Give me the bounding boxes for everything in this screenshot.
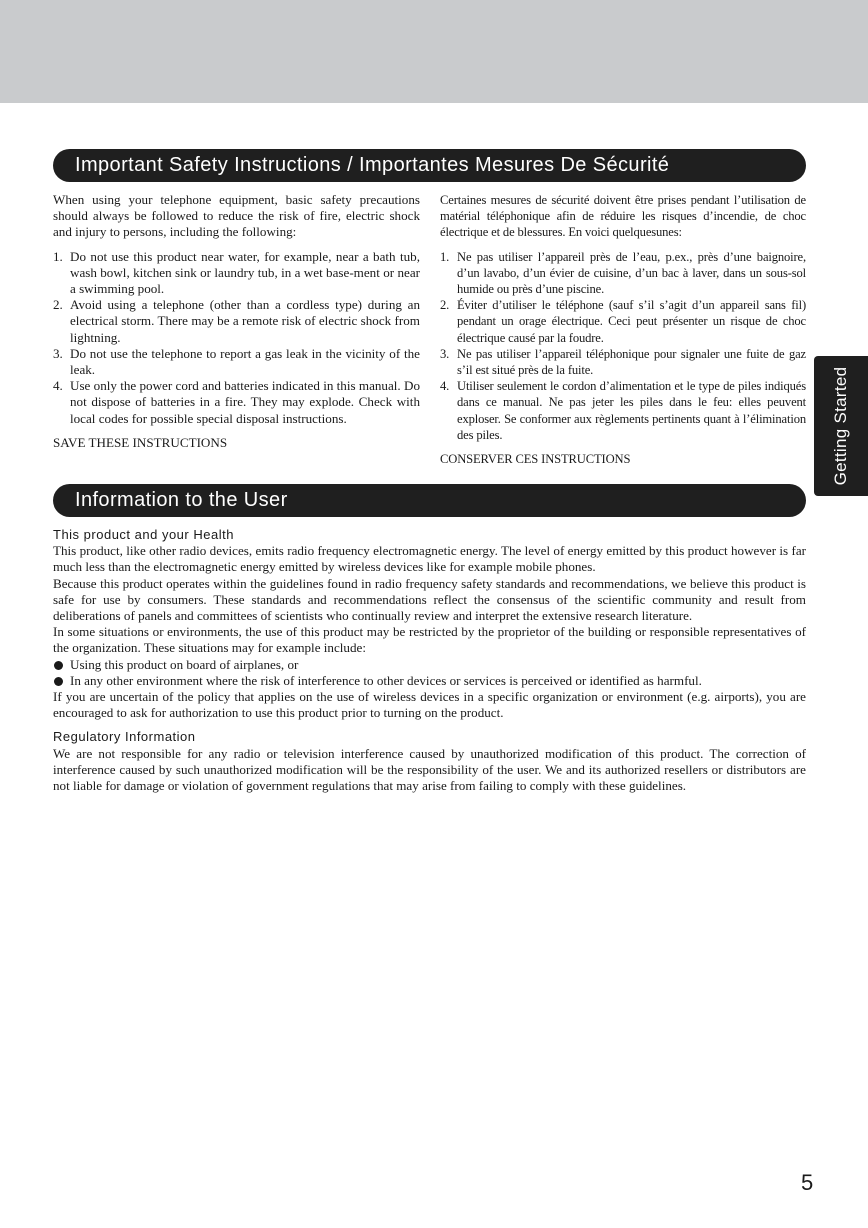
item-number: 4.	[53, 378, 63, 394]
bullet-icon	[54, 677, 63, 686]
item-text: Ne pas utiliser l’appareil téléphonique pour signaler une fuite de gaz s’il est situé près de la fuite.	[457, 346, 806, 378]
page-number: 5	[801, 1170, 814, 1195]
item-text: Utiliser seulement le cordon d’alimentation et le type de piles indiqués dans ce manual. Ne pas jeter les piles dans le feu: elles peuvent exploser. Se conformer aux règlements pertinents quant à l’élimination des piles.	[457, 379, 806, 442]
list-item	[53, 378, 420, 427]
item-text: Éviter d’utiliser le téléphone (sauf s’il s’agit d’un appareil sans fil) pendant un orage électrique. Ceci peut présenter un risque de choc électrique causé par la foudre.	[457, 298, 806, 345]
regulatory-paragraph: We are not responsible for any radio or television interference caused by unauthorized modification of this product. The correction of interference caused by such unauthorized modification will be the responsibility of the user. We and its authorized resellers or distributors are not liable for damage or violation of government regulations that may arise from failing to comply with these guidelines.	[53, 745, 806, 794]
health-subheading: This product and your Health	[53, 527, 234, 542]
item-text: Use only the power cord and batteries indicated in this manual. Do not dispose of batteries in a fire. They may explode. Check with local codes for possible special disposal instructions.	[70, 378, 420, 426]
item-number: 4.	[440, 379, 450, 394]
side-tab-label: Getting Started	[831, 366, 850, 486]
french-save-instructions: CONSERVER CES INSTRUCTIONS	[440, 452, 631, 467]
health-paragraph: This product, like other radio devices, emits radio frequency electromagnetic energy. The level of energy emitted by this product however is far much less than the electromagnetic energy emitted by wireless devices like for example mobile phones.	[53, 543, 806, 575]
item-number: 1.	[53, 248, 63, 264]
list-item	[53, 657, 806, 673]
health-paragraph: Because this product operates within the guidelines found in radio frequency safety standards and recommendations, we believe this product is safe for use by consumers. These standards and recommendations reflect the consensus of the scientific community and result from deliberations of panels and committees of scientists who continually review and interpret the extensive research literature.	[53, 575, 806, 624]
french-safety-list	[440, 249, 806, 443]
health-paragraph: If you are uncertain of the policy that applies on the use of wireless devices in a specific organization or environment (e.g. airports), you are encouraged to ask for authorization to use this product prior to turning on the product.	[53, 689, 806, 721]
bullet-text: Using this product on board of airplanes, or	[70, 656, 299, 672]
english-intro: When using your telephone equipment, basic safety precautions should always be followed to reduce the risk of fire, electric shock and injury to persons, including the following:	[53, 192, 420, 240]
list-item	[53, 249, 420, 298]
item-text: Avoid using a telephone (other than a cordless type) during an electrical storm. There may be a remote risk of electric shock from lightning.	[70, 297, 420, 345]
header-band	[0, 0, 868, 103]
french-intro: Certaines mesures de sécurité doivent être prises pendant l’utilisation de matérial téléphonique afin de réduire les risques d’incendie, de choc électrique et de blessures. En voici quelquesunes:	[440, 193, 806, 240]
item-number: 2.	[53, 297, 63, 313]
english-safety-column	[53, 192, 420, 451]
information-section-heading: Information to the User	[53, 484, 806, 517]
list-item	[440, 346, 806, 378]
english-safety-list	[53, 249, 420, 427]
bullet-text: In any other environment where the risk of interference to other devices or services is perceived or identified as harmful.	[70, 672, 702, 688]
getting-started-tab	[814, 356, 868, 496]
item-number: 1.	[440, 249, 450, 264]
list-item	[440, 249, 806, 298]
list-item	[53, 297, 420, 346]
item-number: 3.	[53, 345, 63, 361]
health-paragraph: In some situations or environments, the use of this product may be restricted by the proprietor of the building or responsible representatives of the organization. These situations may for example include:	[53, 624, 806, 656]
regulatory-subheading: Regulatory Information	[53, 729, 196, 745]
french-safety-column	[440, 192, 806, 467]
item-text: Do not use the telephone to report a gas leak in the vicinity of the leak.	[70, 345, 420, 378]
list-item	[53, 346, 420, 378]
information-body	[53, 527, 806, 794]
safety-section-heading: Important Safety Instructions / Importantes Mesures De Sécurité	[53, 149, 806, 182]
list-item	[53, 673, 806, 689]
english-save-instructions: SAVE THESE INSTRUCTIONS	[53, 434, 228, 450]
item-number: 3.	[440, 346, 450, 361]
bullet-icon	[54, 661, 63, 670]
item-text: Do not use this product near water, for example, near a bath tub, wash bowl, kitchen sink or laundry tub, in a wet base-ment or near a swimming pool.	[70, 248, 420, 297]
list-item	[440, 297, 806, 346]
item-number: 2.	[440, 298, 450, 313]
list-item	[440, 378, 806, 443]
item-text: Ne pas utiliser l’appareil près de l’eau, p.ex., près d’une baignoire, d’un lavabo, d’un évier de cuisine, d’un bac à laver, dans un sous-sol humide ou près d’une piscine.	[457, 249, 806, 297]
